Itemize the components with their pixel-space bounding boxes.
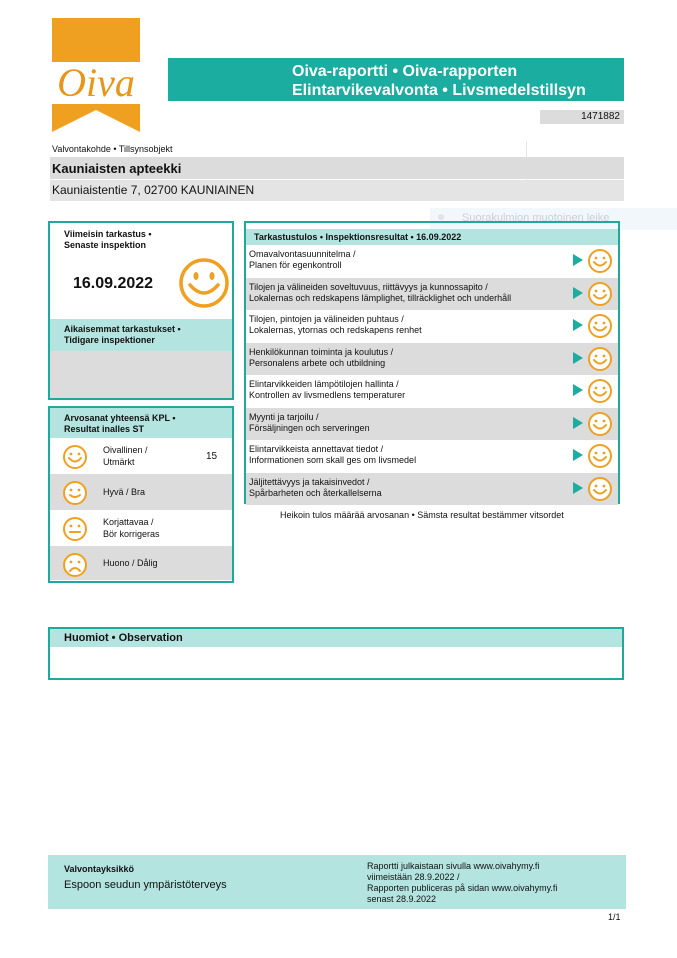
target-address: Kauniaistentie 7, 02700 KAUNIAINEN [52, 183, 255, 197]
grades-title-line1: Arvosanat yhteensä KPL • [64, 413, 176, 423]
grade-poor-label: Huono / Dålig [103, 558, 158, 568]
latest-label-line1: Viimeisin tarkastus • [64, 229, 152, 239]
grade-row-good [50, 474, 232, 510]
play-arrow-icon[interactable] [573, 449, 583, 461]
play-arrow-icon[interactable] [573, 254, 583, 266]
grade-excellent-label-sv: Utmärkt [103, 457, 135, 467]
inspection-row-label-fi: Elintarvikkeista annettavat tiedot / [249, 444, 384, 454]
smiley-excellent-icon [587, 313, 613, 344]
smiley-excellent-large-icon [178, 257, 230, 314]
latest-inspection-label [64, 229, 152, 251]
smiley-excellent-icon [62, 444, 88, 475]
observations-box [48, 627, 624, 680]
inspection-results-header [246, 229, 618, 246]
inspection-row-label-fi: Tilojen ja välineiden soveltuvuus, riittävyys ja kunnossapito / [249, 281, 488, 292]
smiley-sad-icon [62, 552, 88, 583]
play-arrow-icon[interactable] [573, 319, 583, 331]
inspection-row-label-fi: Elintarvikkeiden lämpötilojen hallinta / [249, 379, 399, 389]
grades-title-line2: Resultat inalles ST [64, 424, 145, 434]
smiley-excellent-icon [587, 378, 613, 409]
inspection-row-label [249, 379, 569, 401]
oiva-logo [52, 18, 140, 132]
report-title-line1: Oiva-raportti • Oiva-rapporten [292, 63, 518, 80]
publication-info [367, 861, 557, 905]
play-arrow-icon[interactable] [573, 482, 583, 494]
overlay-dot-icon [438, 214, 444, 220]
inspection-row-label [249, 444, 569, 466]
inspection-row-label-sv: Personalens arbete och utbildning [249, 357, 386, 368]
latest-label-line2: Senaste inspektion [64, 240, 147, 250]
play-arrow-icon[interactable] [573, 384, 583, 396]
inspection-row-label [249, 477, 569, 499]
inspection-row-label-fi: Tilojen, pintojen ja välineiden puhtaus / [249, 314, 404, 324]
target-label: Valvontakohde • Tillsynsobjekt [52, 144, 173, 154]
inspection-row-label-fi: Henkilökunnan toiminta ja koulutus / [249, 346, 394, 357]
inspection-row-label [249, 347, 569, 369]
footer-box [48, 855, 626, 909]
overlay-text: Suorakulmion muotoinen leike [462, 212, 610, 224]
observations-title: Huomiot • Observation [64, 632, 183, 644]
inspection-row [246, 440, 618, 472]
earlier-label-line1: Aikaisemmat tarkastukset • [64, 324, 181, 334]
target-section [50, 141, 624, 201]
inspection-row [246, 343, 618, 375]
smiley-excellent-icon [587, 411, 613, 442]
earlier-label-line2: Tidigare inspektioner [64, 335, 155, 345]
inspection-row-label-sv: Informationen som skall ges om livsmedel [249, 455, 417, 465]
inspection-results-title: Tarkastustulos • Inspektionsresultat • 16.09.2022 [254, 232, 462, 242]
smiley-excellent-icon [587, 281, 613, 312]
inspection-row-label [249, 412, 569, 434]
inspection-row-label-fi: Jäljitettävyys ja takaisinvedot / [249, 476, 370, 487]
page-number: 1/1 [608, 912, 621, 922]
report-title-line2: Elintarvikevalvonta • Livsmedelstillsyn [292, 82, 586, 99]
grade-row-fix [50, 510, 232, 546]
control-unit-label: Valvontayksikkö [64, 864, 135, 874]
inspection-row-label [249, 282, 569, 304]
play-arrow-icon[interactable] [573, 287, 583, 299]
smiley-excellent-icon [587, 346, 613, 377]
inspection-row [246, 408, 618, 440]
report-title-bar [168, 58, 624, 101]
target-name: Kauniaisten apteekki [52, 161, 182, 176]
earlier-inspections-list [50, 351, 232, 398]
smiley-excellent-icon [587, 248, 613, 279]
play-arrow-icon[interactable] [573, 352, 583, 364]
grade-row-excellent [50, 438, 232, 474]
target-address-row [50, 180, 624, 201]
inspection-row-label-sv: Spårbarheten och återkallelserna [249, 487, 382, 498]
earlier-inspections-header [50, 319, 232, 351]
smiley-excellent-icon [587, 443, 613, 474]
inspection-footnote: Heikoin tulos määrää arvosanan • Sämsta resultat bestämmer vitsordet [280, 510, 564, 520]
inspection-row [246, 473, 618, 505]
inspection-row [246, 375, 618, 407]
publication-line2: viimeistään 28.9.2022 / [367, 872, 460, 882]
inspection-row-label-fi: Omavalvontasuunnitelma / [249, 249, 356, 259]
inspection-row [246, 278, 618, 310]
inspection-row [246, 245, 618, 277]
inspection-row-label-sv: Försäljningen och serveringen [249, 422, 370, 433]
inspection-row-label-sv: Planen för egenkontroll [249, 260, 342, 270]
grade-row-poor [50, 546, 232, 580]
inspection-row-label [249, 249, 569, 271]
report-id: 1471882 [540, 110, 624, 124]
grade-excellent-count: 15 [206, 451, 218, 462]
inspection-row-label [249, 314, 569, 336]
smiley-neutral-icon [62, 516, 88, 547]
publication-line3: Rapporten publiceras på sidan www.oivahymy.fi [367, 883, 558, 893]
publication-line4: senast 28.9.2022 [367, 894, 437, 904]
inspection-row [246, 310, 618, 342]
oiva-logo-text: Oiva [57, 60, 135, 105]
latest-inspection-date: 16.09.2022 [73, 275, 154, 292]
observations-header [50, 629, 622, 647]
control-unit-name: Espoon seudun ympäristöterveys [64, 879, 227, 891]
target-name-row [50, 157, 624, 179]
grades-header [50, 408, 232, 440]
inspection-row-label-sv: Lokalernas, ytornas och redskapens renhet [249, 325, 422, 335]
inspection-row-label-fi: Myynti ja tarjoilu / [249, 411, 319, 422]
grade-fix-label: Korjattavaa / [103, 517, 154, 527]
inspection-row-label-sv: Lokalernas och redskapens lämplighet, tillräcklighet och underhåll [249, 292, 512, 303]
publication-line1: Raportti julkaistaan sivulla www.oivahymy.fi [367, 861, 540, 871]
smiley-excellent-icon [587, 476, 613, 507]
grade-fix-label-sv: Bör korrigeras [103, 529, 160, 539]
grade-excellent-label: Oivallinen / [103, 445, 148, 455]
play-arrow-icon[interactable] [573, 417, 583, 429]
smiley-good-icon [62, 480, 88, 511]
inspection-row-label-sv: Kontrollen av livsmedlens temperaturer [249, 390, 406, 400]
latest-inspection-box [48, 221, 234, 400]
grade-good-label: Hyvä / Bra [103, 487, 146, 497]
